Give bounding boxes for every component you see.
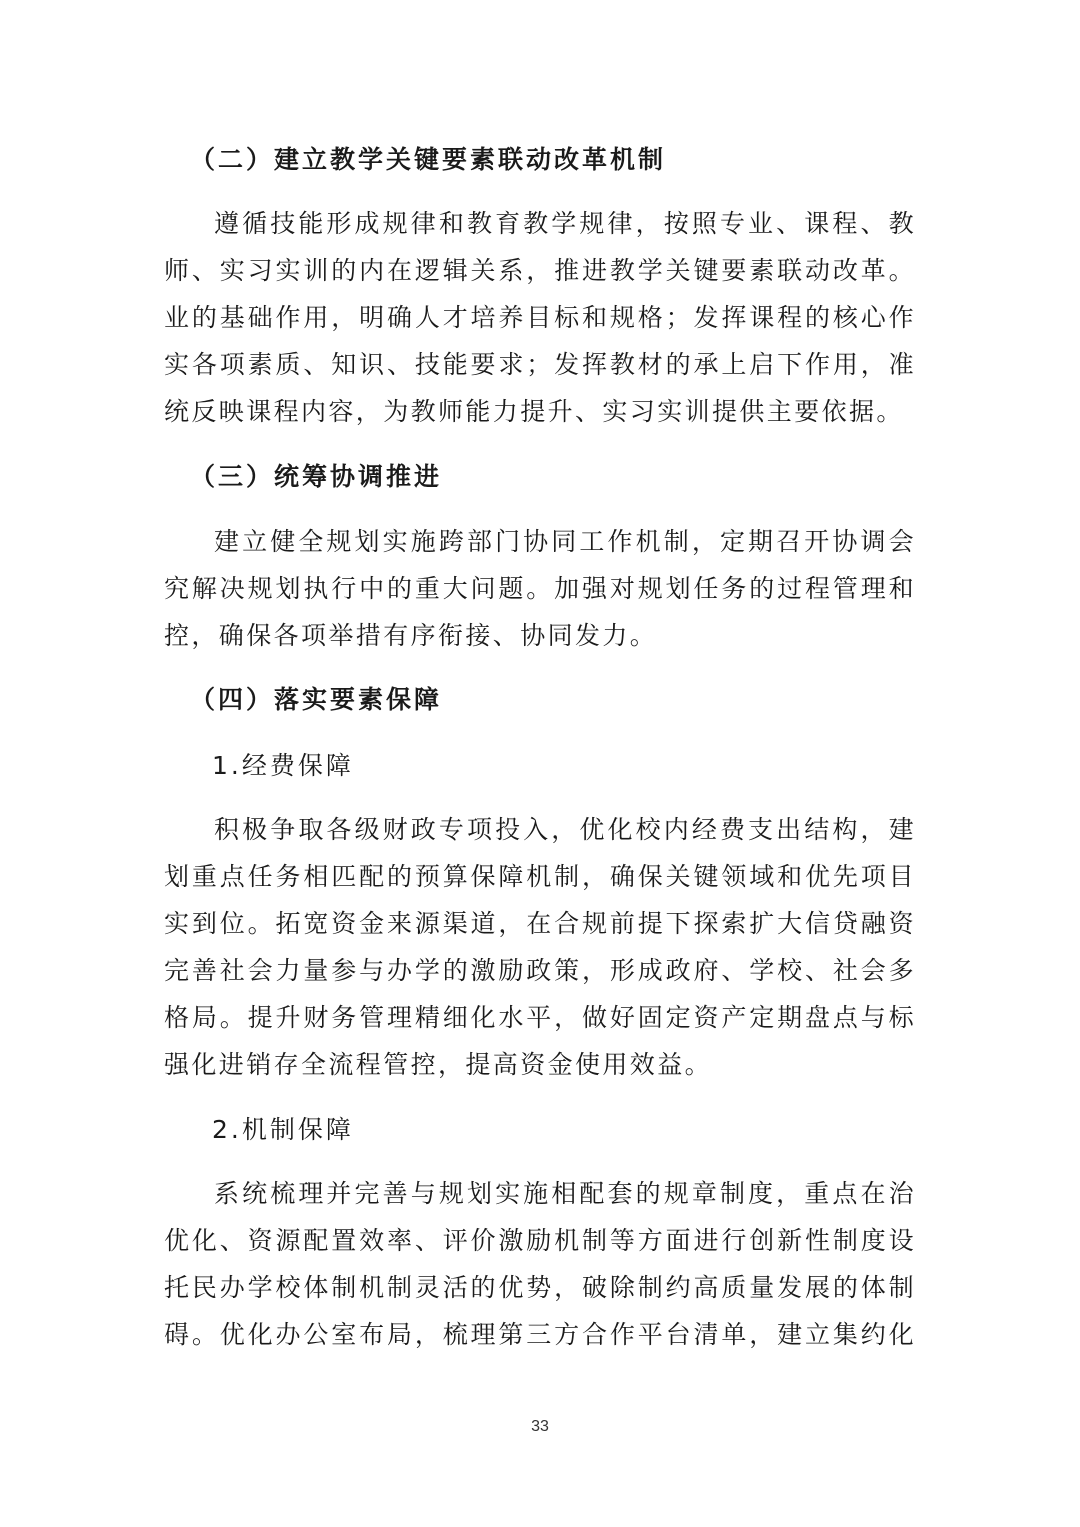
section-heading: （二）建立教学关键要素联动改革机制 xyxy=(190,145,667,174)
paragraph-line: 统反映课程内容，为教师能力提升、实习实训提供主要依据。 xyxy=(164,397,904,426)
paragraph-line: 控，确保各项举措有序衔接、协同发力。 xyxy=(164,621,658,650)
paragraph-line: 强化进销存全流程管控，提高资金使用效益。 xyxy=(164,1050,713,1079)
page-number: 33 xyxy=(531,1418,549,1435)
section-heading: （四）落实要素保障 xyxy=(190,685,443,714)
paragraph-line: 师、实习实训的内在逻辑关系，推进教学关键要素联动改革。 xyxy=(164,256,916,285)
paragraph-line: 建立健全规划实施跨部门协同工作机制，定期召开协调会 xyxy=(214,527,916,556)
section-heading: （三）统筹协调推进 xyxy=(190,462,443,491)
paragraph-line: 系统梳理并完善与规划实施相配套的规章制度，重点在治 xyxy=(214,1179,916,1208)
paragraph-line: 究解决规划执行中的重大问题。加强对规划任务的过程管理和 xyxy=(164,574,916,603)
subsection-title: 1.经费保障 xyxy=(212,751,354,780)
paragraph-line: 划重点任务相匹配的预算保障机制，确保关键领域和优先项目 xyxy=(164,862,916,891)
paragraph-line: 实到位。拓宽资金来源渠道，在合规前提下探索扩大信贷融资 xyxy=(164,909,916,938)
subsection-title: 2.机制保障 xyxy=(212,1115,354,1144)
paragraph xyxy=(164,1170,916,1358)
paragraph-line: 优化、资源配置效率、评价激励机制等方面进行创新性制度设 xyxy=(164,1226,916,1255)
paragraph xyxy=(164,518,916,659)
paragraph-line: 遵循技能形成规律和教育教学规律，按照专业、课程、教 xyxy=(214,209,916,238)
paragraph-line: 碍。优化办公室布局，梳理第三方合作平台清单，建立集约化 xyxy=(164,1320,916,1349)
paragraph-line: 业的基础作用，明确人才培养目标和规格；发挥课程的核心作 xyxy=(164,303,916,332)
paragraph-line: 托民办学校体制机制灵活的优势，破除制约高质量发展的体制 xyxy=(164,1273,916,1302)
paragraph xyxy=(164,806,916,1088)
paragraph-line: 完善社会力量参与办学的激励政策，形成政府、学校、社会多 xyxy=(164,956,916,985)
paragraph xyxy=(164,200,916,435)
paragraph-line: 积极争取各级财政专项投入，优化校内经费支出结构，建 xyxy=(214,815,916,844)
paragraph-line: 实各项素质、知识、技能要求；发挥教材的承上启下作用，准 xyxy=(164,350,916,379)
paragraph-line: 格局。提升财务管理精细化水平，做好固定资产定期盘点与标 xyxy=(164,1003,916,1032)
